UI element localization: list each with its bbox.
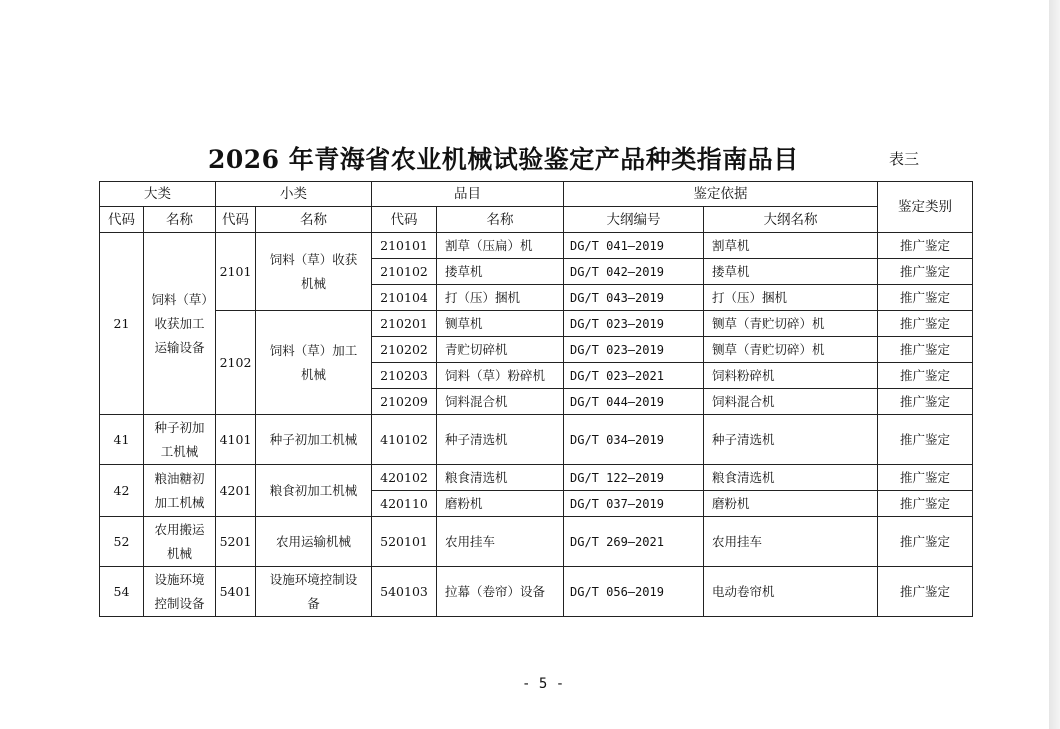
item-name: 饲料（草）粉碎机 — [437, 363, 564, 389]
outline-name: 铡草（青贮切碎）机 — [704, 337, 878, 363]
minor-code: 4101 — [216, 415, 256, 465]
document-title: 2026 年青海省农业机械试验鉴定产品种类指南品目 — [208, 145, 799, 174]
outline-number: DG/T 034—2019 — [564, 415, 704, 465]
header-major: 大类 — [100, 182, 216, 207]
header-major-name: 名称 — [144, 207, 216, 233]
outline-name: 打（压）捆机 — [704, 285, 878, 311]
item-name: 搂草机 — [437, 259, 564, 285]
table-row — [100, 233, 973, 259]
inspection-category: 推广鉴定 — [878, 259, 973, 285]
minor-code: 2101 — [216, 233, 256, 311]
page-edge — [1049, 0, 1060, 729]
item-name: 铡草机 — [437, 311, 564, 337]
major-name: 设施环境控制设备 — [144, 567, 216, 617]
major-name: 粮油糖初加工机械 — [144, 465, 216, 517]
outline-number: DG/T 043—2019 — [564, 285, 704, 311]
item-name: 拉幕（卷帘）设备 — [437, 567, 564, 617]
outline-number: DG/T 269—2021 — [564, 517, 704, 567]
item-code: 210104 — [372, 285, 437, 311]
item-name: 割草（压扁）机 — [437, 233, 564, 259]
item-code: 210209 — [372, 389, 437, 415]
page-number: - 5 - — [522, 676, 565, 692]
item-code: 210202 — [372, 337, 437, 363]
outline-name: 电动卷帘机 — [704, 567, 878, 617]
header-category: 鉴定类别 — [878, 182, 973, 233]
inspection-category: 推广鉴定 — [878, 415, 973, 465]
outline-number: DG/T 023—2021 — [564, 363, 704, 389]
header-row-1 — [100, 182, 973, 207]
item-code: 210101 — [372, 233, 437, 259]
inspection-category: 推广鉴定 — [878, 285, 973, 311]
minor-name: 种子初加工机械 — [256, 415, 372, 465]
item-name: 青贮切碎机 — [437, 337, 564, 363]
table-row — [100, 517, 973, 567]
table-row — [100, 465, 973, 491]
inspection-category: 推广鉴定 — [878, 567, 973, 617]
outline-number: DG/T 056—2019 — [564, 567, 704, 617]
outline-number: DG/T 023—2019 — [564, 311, 704, 337]
item-code: 420102 — [372, 465, 437, 491]
header-item-name: 名称 — [437, 207, 564, 233]
outline-name: 农用挂车 — [704, 517, 878, 567]
major-code: 54 — [100, 567, 144, 617]
header-minor-code: 代码 — [216, 207, 256, 233]
outline-name: 割草机 — [704, 233, 878, 259]
header-row-2 — [100, 207, 973, 233]
catalog-table — [99, 181, 973, 617]
header-item-code: 代码 — [372, 207, 437, 233]
header-item: 品目 — [372, 182, 564, 207]
minor-name: 饲料（草）加工机械 — [256, 311, 372, 415]
outline-name: 粮食清选机 — [704, 465, 878, 491]
major-code: 21 — [100, 233, 144, 415]
item-code: 210102 — [372, 259, 437, 285]
inspection-category: 推广鉴定 — [878, 363, 973, 389]
item-code: 540103 — [372, 567, 437, 617]
header-outline-name: 大纲名称 — [704, 207, 878, 233]
minor-name: 农用运输机械 — [256, 517, 372, 567]
outline-name: 饲料混合机 — [704, 389, 878, 415]
inspection-category: 推广鉴定 — [878, 337, 973, 363]
major-code: 42 — [100, 465, 144, 517]
header-minor: 小类 — [216, 182, 372, 207]
table-row — [100, 311, 973, 337]
minor-code: 5401 — [216, 567, 256, 617]
header-minor-name: 名称 — [256, 207, 372, 233]
inspection-category: 推广鉴定 — [878, 517, 973, 567]
table-number: 表三 — [889, 150, 920, 168]
inspection-category: 推广鉴定 — [878, 389, 973, 415]
outline-number: DG/T 037—2019 — [564, 491, 704, 517]
outline-number: DG/T 042—2019 — [564, 259, 704, 285]
item-code: 410102 — [372, 415, 437, 465]
outline-name: 饲料粉碎机 — [704, 363, 878, 389]
minor-code: 4201 — [216, 465, 256, 517]
item-code: 420110 — [372, 491, 437, 517]
item-name: 打（压）捆机 — [437, 285, 564, 311]
inspection-category: 推广鉴定 — [878, 465, 973, 491]
item-name: 饲料混合机 — [437, 389, 564, 415]
item-code: 520101 — [372, 517, 437, 567]
major-code: 52 — [100, 517, 144, 567]
inspection-category: 推广鉴定 — [878, 233, 973, 259]
minor-name: 饲料（草）收获机械 — [256, 233, 372, 311]
inspection-category: 推广鉴定 — [878, 311, 973, 337]
outline-number: DG/T 044—2019 — [564, 389, 704, 415]
item-name: 农用挂车 — [437, 517, 564, 567]
major-code: 41 — [100, 415, 144, 465]
item-name: 粮食清选机 — [437, 465, 564, 491]
outline-name: 磨粉机 — [704, 491, 878, 517]
minor-code: 5201 — [216, 517, 256, 567]
outline-name: 铡草（青贮切碎）机 — [704, 311, 878, 337]
header-basis: 鉴定依据 — [564, 182, 878, 207]
major-name: 农用搬运机械 — [144, 517, 216, 567]
header-outline-no: 大纲编号 — [564, 207, 704, 233]
item-name: 种子清选机 — [437, 415, 564, 465]
outline-name: 搂草机 — [704, 259, 878, 285]
inspection-category: 推广鉴定 — [878, 491, 973, 517]
minor-code: 2102 — [216, 311, 256, 415]
header-major-code: 代码 — [100, 207, 144, 233]
minor-name: 设施环境控制设备 — [256, 567, 372, 617]
table-row — [100, 567, 973, 617]
outline-name: 种子清选机 — [704, 415, 878, 465]
outline-number: DG/T 023—2019 — [564, 337, 704, 363]
minor-name: 粮食初加工机械 — [256, 465, 372, 517]
item-code: 210203 — [372, 363, 437, 389]
item-name: 磨粉机 — [437, 491, 564, 517]
major-name: 饲料（草）收获加工运输设备 — [144, 233, 216, 415]
item-code: 210201 — [372, 311, 437, 337]
outline-number: DG/T 122—2019 — [564, 465, 704, 491]
table-row — [100, 415, 973, 465]
outline-number: DG/T 041—2019 — [564, 233, 704, 259]
major-name: 种子初加工机械 — [144, 415, 216, 465]
